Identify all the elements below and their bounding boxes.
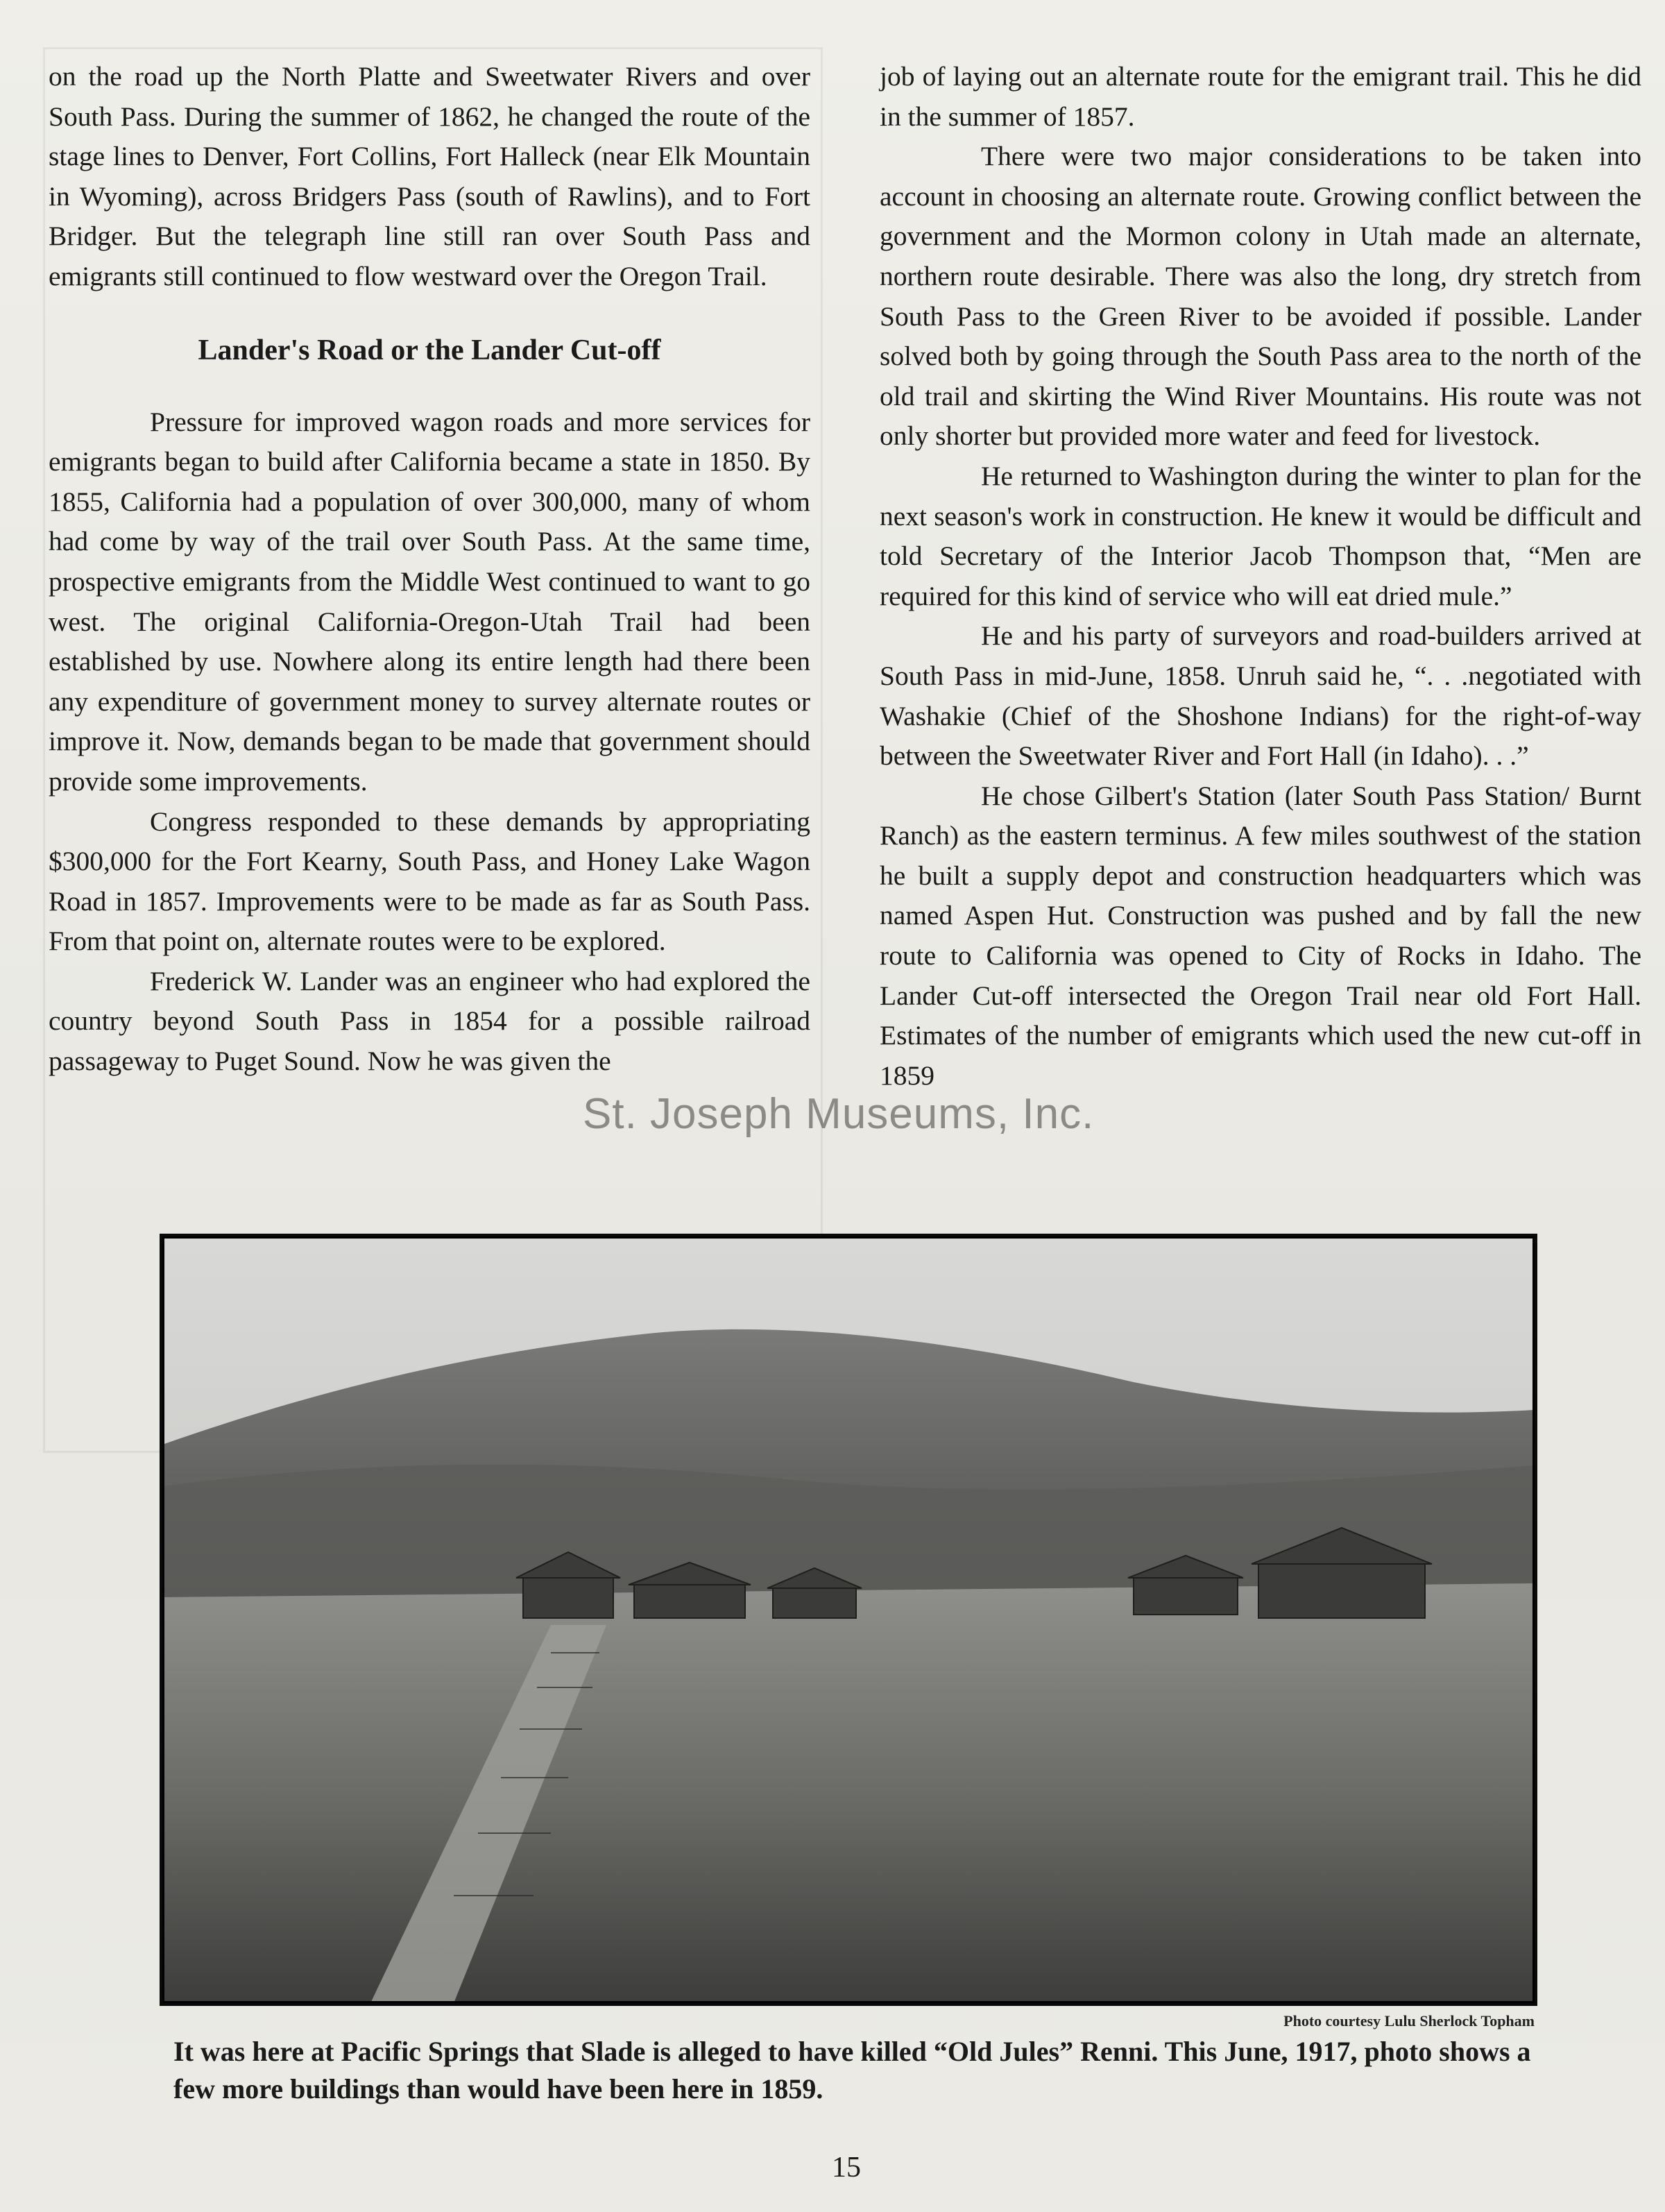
left-paragraph-2: Pressure for improved wagon roads and more services for emigrants began to build after California became a state in 1850. By 1855, California had a population of over 300,000, many of whom had come by way of the trail over South Pass. At the same time, prospective emigrants from the Middle West continued to want to go west. The original California-Oregon-Utah Trail had been established by use. Nowhere along its entire length had there been any expenditure of government money to survey alternate routes or improve it. Now, demands began to be made that government should provide some improvements. (49, 406, 810, 797)
right-paragraph-4: He and his party of surveyors and road-builders arrived at South Pass in mid-June, 1858. Unruh said he, “. . .negotiated with Washakie (Chief of the Shoshone Indians) for the right-of-way between the Sweetwater River and Fort Hall (in Idaho). . .” (880, 620, 1641, 772)
right-column (880, 57, 1641, 1096)
left-paragraph-4: Frederick W. Lander was an engineer who had explored the country beyond South Pass in 1854 for a possible railroad passageway to Puget Sound. Now he was given the (49, 965, 810, 1077)
historic-photo (160, 1234, 1537, 2006)
section-heading: Lander's Road or the Lander Cut-off (198, 334, 661, 366)
photo-caption: It was here at Pacific Springs that Slade is alleged to have killed “Old Jules” Renni. This June, 1917, photo shows a few more buildings than would have been here in 1859. (173, 2036, 1531, 2104)
watermark: St. Joseph Museums, Inc. (583, 1090, 1095, 1138)
left-paragraph-1: on the road up the North Platte and Sweetwater Rivers and over South Pass. During the summer of 1862, he changed the route of the stage lines to Denver, Fort Collins, Fort Halleck (near Elk Mountain in Wyoming), across Bridgers Pass (south of Rawlins), and to Fort Bridger. But the telegraph line still ran over South Pass and emigrants still continued to flow westward over the Oregon Trail. (49, 61, 810, 291)
page-number: 15 (832, 2152, 861, 2184)
right-paragraph-3: He returned to Washington during the winter to plan for the next season's work in construction. He knew it would be difficult and told Secretary of the Interior Jacob Thompson that, “Men are required for this kind of service who will eat dried mule.” (880, 460, 1641, 611)
photo-credit: Photo courtesy Lulu Sherlock Topham (1283, 2012, 1535, 2030)
right-paragraph-1: job of laying out an alternate route for the emigrant trail. This he did in the summer of 1857. (880, 61, 1641, 132)
left-paragraph-3: Congress responded to these demands by appropriating $300,000 for the Fort Kearny, South Pass, and Honey Lake Wagon Road in 1857. Improvements were to be made as far as South Pass. From that point on, alternate routes were to be explored. (49, 806, 810, 957)
left-column (49, 57, 810, 1082)
right-paragraph-2: There were two major considerations to be taken into account in choosing an alternate route. Growing conflict between the government and the Mormon colony in Utah made an alternate, northern route desirable. There was also the long, dry stretch from South Pass to the Green River to be avoided if possible. Lander solved both by going through the South Pass area to the north of the old trail and skirting the Wind River Mountains. His route was not only shorter but provided more water and feed for livestock. (880, 141, 1641, 452)
photo-illustration (162, 1236, 1535, 2003)
right-paragraph-5: He chose Gilbert's Station (later South Pass Station/ Burnt Ranch) as the eastern terminus. A few miles southwest of the station he built a supply depot and construction headquarters which was named Aspen Hut. Construction was pushed and by fall the new route to California was opened to City of Rocks in Idaho. The Lander Cut-off intersected the Oregon Trail near old Fort Hall. Estimates of the number of emigrants which used the new cut-off in 1859 (880, 780, 1641, 1091)
